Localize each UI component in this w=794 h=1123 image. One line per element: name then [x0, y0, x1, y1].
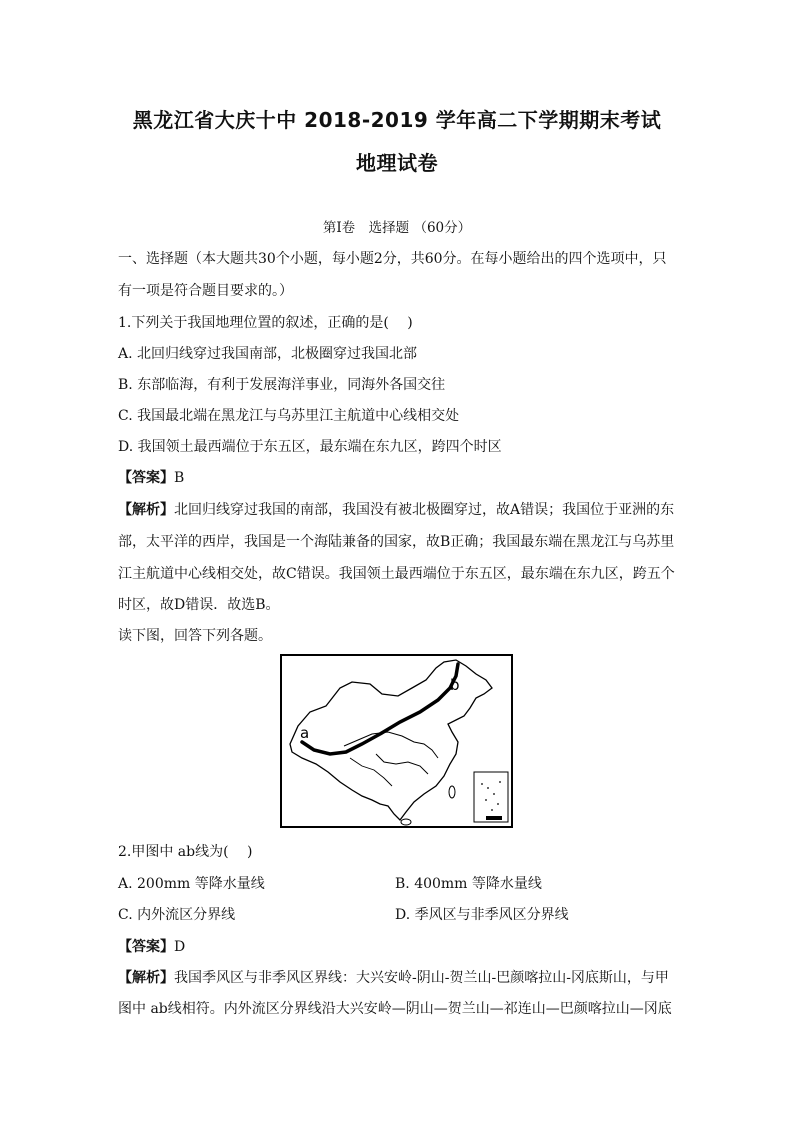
answer-label: 【答案】 [118, 470, 174, 486]
q1-stem: 1.下列关于我国地理位置的叙述，正确的是( ) [118, 315, 413, 331]
q1-analysis-line-3: 江主航道中心线相交处，故C错误。我国领土最西端位于东五区，最东端在东九区，跨五个 [118, 566, 675, 582]
q1-analysis-line-2: 部，太平洋的西岸，我国是一个海陆兼备的国家，故B正确；我国最东端在黑龙江与乌苏里 [118, 534, 675, 550]
q1-option-b: B. 东部临海，有利于发展海洋事业，同海外各国交往 [118, 377, 446, 393]
q2-option-d: D. 季风区与非季风区分界线 [395, 907, 569, 923]
q2-options-row-2 [118, 904, 678, 924]
q2-stem: 2.甲图中 ab线为( ) [118, 844, 253, 860]
title-line-2: 地理试卷 [356, 151, 438, 175]
q1-analysis-line-1 [118, 499, 678, 519]
answer-value: D [174, 939, 186, 955]
analysis-text: 我国季风区与非季风区界线：大兴安岭-阴山-贺兰山-巴颜喀拉山-冈底斯山，与甲 [174, 970, 669, 986]
instructions-line-1: 一、选择题（本大题共30个小题，每小题2分，共60分。在每小题给出的四个选项中，只 [118, 251, 667, 267]
q1-answer [118, 467, 678, 487]
map-label-b: b [450, 676, 460, 694]
section-heading: 第Ⅰ卷 选择题 （60分） [322, 220, 472, 236]
q2-option-a: A. 200mm 等降水量线 [118, 876, 265, 892]
map-label-a: a [300, 724, 310, 742]
answer-value: B [174, 470, 185, 486]
q2-analysis-line-1 [118, 967, 678, 987]
analysis-text: 北回归线穿过我国的南部，我国没有被北极圈穿过，故A错误；我国位于亚洲的东 [174, 502, 675, 518]
q1-analysis-line-4: 时区，故D错误．故选B。 [118, 597, 280, 613]
answer-label: 【答案】 [118, 939, 174, 955]
q2-option-c: C. 内外流区分界线 [118, 907, 236, 923]
south-china-sea-inset [474, 772, 508, 822]
analysis-label: 【解析】 [118, 970, 174, 986]
q2-answer [118, 936, 678, 956]
q1-option-a: A. 北回归线穿过我国南部，北极圈穿过我国北部 [118, 346, 418, 362]
q2-analysis-line-2: 图中 ab线相符。内外流区分界线沿大兴安岭—阴山—贺兰山—祁连山—巴颜喀拉山—冈底 [118, 1001, 672, 1017]
q2-options-row-1 [118, 873, 678, 893]
q1-option-d: D. 我国领土最西端位于东五区，最东端在东九区，跨四个时区 [118, 439, 502, 455]
q1-option-c: C. 我国最北端在黑龙江与乌苏里江主航道中心线相交处 [118, 408, 460, 424]
instructions-line-2: 有一项是符合题目要求的。） [118, 283, 293, 299]
title-line-1: 黑龙江省大庆十中 2018-2019 学年高二下学期期末考试 [132, 108, 662, 132]
china-map-figure [280, 654, 513, 828]
q2-option-b: B. 400mm 等降水量线 [395, 876, 542, 892]
analysis-label: 【解析】 [118, 502, 174, 518]
read-map-instruction: 读下图，回答下列各题。 [118, 628, 272, 644]
